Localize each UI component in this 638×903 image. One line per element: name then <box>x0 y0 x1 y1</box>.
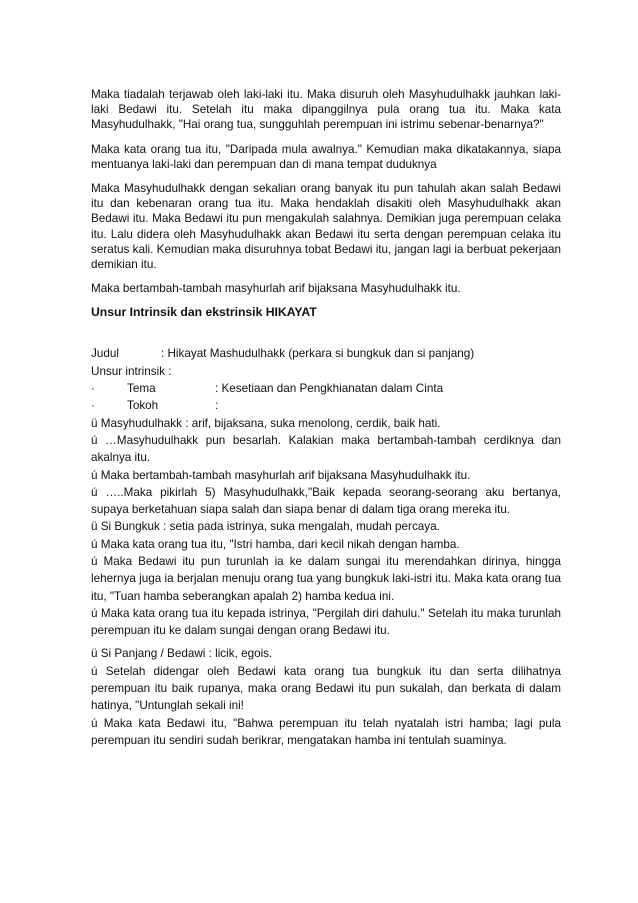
paragraph-1: Maka tiadalah terjawab oleh laki-laki itu. Maka disuruh oleh Masyhudulhakk jauhkan laki-laki Bedawi itu. Setelah itu maka dipanggilnya pula orang tua itu. Maka kata Masyhudulhakk, "Hai orang tua, sungguhlah perempuan ini istrimu sebenar-benarnya?" <box>91 88 561 132</box>
judul-label: Judul <box>91 347 119 361</box>
tokoh-line <box>91 397 561 414</box>
tokoh-value: : <box>215 399 219 413</box>
tema-line <box>91 380 561 397</box>
judul-line <box>91 345 561 362</box>
panjang-quote-1: ú Setelah didengar oleh Bedawi kata orang tua bungkuk itu dan serta dilihatnya perempuan itu baik rupanya, maka orang Bedawi itu pun sukalah, dan berkata di dalam hatinya, "Untunglah sekali ini! <box>91 664 561 713</box>
bungkuk-quote-1: ú Maka kata orang tua itu, "Istri hamba, dari kecil nikah dengan hamba. <box>91 537 460 551</box>
masyhudulhakk-traits: ü Masyhudulhakk : arif, bijaksana, suka menolong, cerdik, baik hati. <box>91 416 441 430</box>
spacer <box>91 320 561 345</box>
masyhudulhakk-quote-1: ú …Masyhudulhakk pun besarlah. Kalakian maka bertambah-tambah cerdiknya dan akalnya itu. <box>91 433 561 465</box>
panjang-quote-2: ú Maka kata Bedawi itu, "Bahwa perempuan itu telah nyatalah istri hamba; lagi pula perempuan itu sendiri sudah berikrar, mengatakan hamba ini tentulah suaminya. <box>91 716 561 747</box>
tema-value: : Kesetiaan dan Pengkhianatan dalam Cinta <box>215 382 444 396</box>
paragraph-3: Maka Masyhudulhakk dengan sekalian orang banyak itu pun tahulah akan salah Bedawi itu dan kebenaran orang tua itu. Maka hendaklah disakiti oleh Masyhudulhakk akan Bedawi itu. Maka Bedawi itu pun mengakulah salahnya. Demikian juga perempuan celaka itu. Lalu didera oleh Masyhudulhakk akan Bedawi itu serta dengan perempuan celaka itu seratus kali. Kemudian maka disuruhnya tobat Bedawi itu, jangan lagi ia berbuat pekerjaan demikian itu. <box>91 182 561 272</box>
paragraph-4: Maka bertambah-tambah masyhurlah arif bijaksana Masyhudulhakk itu. <box>91 282 461 296</box>
masyhudulhakk-quote-2: ú Maka bertambah-tambah masyhurlah arif bijaksana Masyhudulhakk itu. <box>91 468 471 482</box>
bungkuk-quote-3: ú Maka kata orang tua itu kepada istrinya, "Pergilah diri dahulu." Setelah itu maka turunlah perempuan itu ke dalam sungai dengan orang Bedawi itu. <box>91 606 561 638</box>
bungkuk-traits: ü Si Bungkuk : setia pada istrinya, suka mengalah, mudah percaya. <box>91 520 440 534</box>
section-heading: Unsur Intrinsik dan ekstrinsik HIKAYAT <box>91 305 317 320</box>
tema-label: Tema <box>127 382 156 396</box>
unsur-intrinsik-label: Unsur intrinsik : <box>91 364 172 378</box>
paragraph-2: Maka kata orang tua itu, "Daripada mula awalnya." Kemudian maka dikatakannya, siapa mentuanya laki-laki dan perempuan dan di mana tempat duduknya <box>91 142 561 171</box>
bullet: · <box>91 382 95 396</box>
bullet: · <box>91 399 95 413</box>
masyhudulhakk-quote-3: ú …..Maka pikirlah 5) Masyhudulhakk,"Baik kepada seorang-seorang aku bertanya, supaya berketahuan siapa salah dan siapa benar di dalam tiga orang mereka itu. <box>91 485 561 517</box>
tokoh-label: Tokoh <box>127 399 159 413</box>
document-page <box>91 87 561 749</box>
judul-value: : Hikayat Mashudulhakk (perkara si bungkuk dan si panjang) <box>161 347 475 361</box>
panjang-traits: ü Si Panjang / Bedawi : licik, egois. <box>91 647 273 661</box>
bungkuk-quote-2: ú Maka Bedawi itu pun turunlah ia ke dalam sungai itu merendahkan dirinya, hingga lehernya juga ia berjalan menuju orang tua yang bungkuk laki-istri itu. Maka kata orang tua itu, "Tuan hamba seberangkan apalah 2) hamba kedua ini. <box>91 555 561 603</box>
